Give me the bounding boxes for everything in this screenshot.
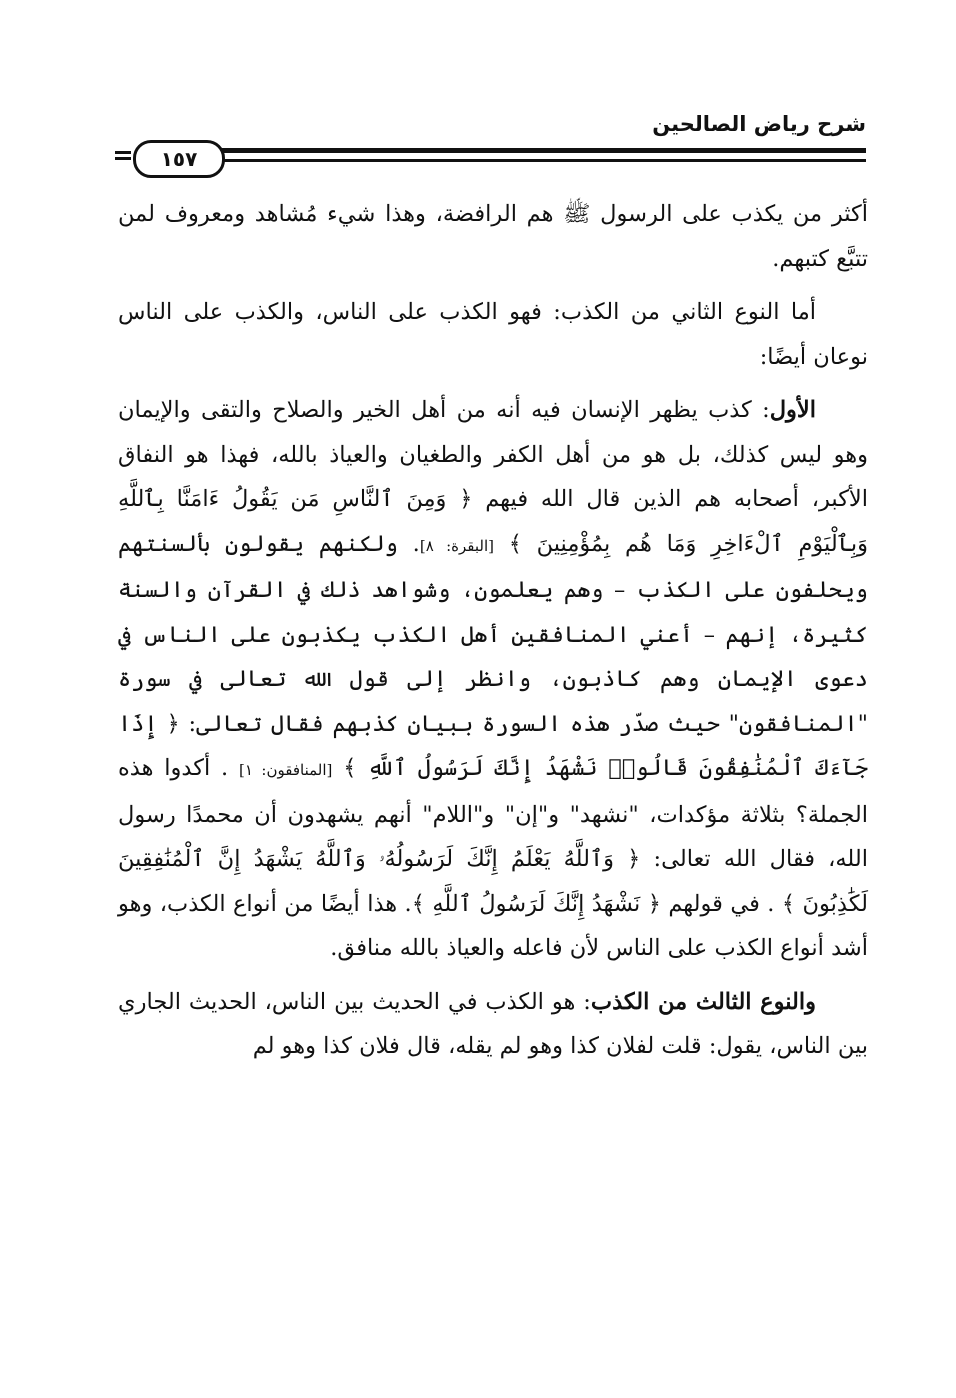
page-number-badge bbox=[133, 140, 225, 178]
paragraph bbox=[118, 192, 868, 281]
paragraph bbox=[118, 290, 868, 379]
header-rule-end bbox=[115, 151, 131, 160]
paragraph-text: . ولكنهم يقولون بألسنتهم ويحلفون على الكذب – وهم يعلمون، وشواهد ذلك في القرآن والسنة كثيرة، إنهم – أعني المنافقين أهل الكذب يكذبون على الناس في دعوى الإيمان وهم كاذبون، وانظر إلى قول الله تعالى في سورة "المنافقون" حيث صدّر هذه السورة ببيان كذبهم فقال تعالى: ﴿ إِذَا جَآءَكَ ٱلْمُنَٰفِقُونَ قَالُوا۟ نَشْهَدُ إِنَّكَ لَرَسُولُ ٱللَّهِ ﴾ bbox=[118, 530, 869, 781]
quran-reference: [البقرة: ٨] bbox=[419, 536, 494, 555]
paragraph-text: : هو الكذب في الحديث بين الناس، الحديث الجاري بين الناس، يقول: قلت لفلان كذا وهو لم يقله، قال فلان كذا وهو لم bbox=[118, 988, 868, 1059]
quran-reference: [المنافقون: ١] bbox=[239, 761, 333, 779]
paragraph-heading: الأول bbox=[769, 397, 816, 423]
paragraph-text: : كذب يظهر الإنسان فيه أنه من أهل الخير والصلاح والتقى والإيمان وهو ليس كذلك، بل هو من أهل الكفر والطغيان والعياذ بالله، فهذا هو النفاق الأكبر، أصحابه هم الذين قال الله فيهم ﴿ وَمِنَ ٱلنَّاسِ مَن يَقُولُ ءَامَنَّا بِٱللَّهِ وَبِٱلْيَوْمِ ٱلْءَاخِرِ وَمَا هُم بِمُؤْمِنِينَ ﴾ bbox=[118, 397, 868, 557]
paragraph bbox=[118, 980, 868, 1069]
page-number: ١٥٧ bbox=[160, 147, 198, 171]
header-rule bbox=[195, 148, 866, 162]
paragraph-text: . أكدوا هذه الجملة؟ بثلاثة مؤكدات، "نشهد" و"إن" و"اللام" أنهم يشهدون أن محمدًا رسول الله، فقال الله تعالى: ﴿ وَٱللَّهُ يَعْلَمُ إِنَّكَ لَرَسُولُهُۥ وَٱللَّهُ يَشْهَدُ إِنَّ ٱلْمُنَٰفِقِينَ لَكَٰذِبُونَ ﴾ . في قولهم ﴿ نَشْهَدُ إِنَّكَ لَرَسُولُ ٱللَّهِ ﴾. هذا أيضًا من أنواع الكذب، وهو أشد أنواع الكذب على الناس لأن فاعله والعياذ بالله منافق. bbox=[118, 755, 868, 961]
paragraph-text: أما النوع الثاني من الكذب: فهو الكذب على الناس، والكذب على الناس نوعان أيضًا: bbox=[118, 299, 868, 370]
paragraph bbox=[118, 388, 868, 971]
paragraph-heading: والنوع الثالث من الكذب bbox=[590, 988, 816, 1015]
paragraph-text: أكثر من يكذب على الرسول ﷺ هم الرافضة، وهذا شيء مُشاهد ومعروف لمن تتبَّع كتبهم. bbox=[118, 201, 868, 272]
book-title: شرح رياض الصالحين bbox=[652, 112, 866, 136]
body-text bbox=[118, 192, 868, 1078]
page-header bbox=[115, 110, 866, 182]
